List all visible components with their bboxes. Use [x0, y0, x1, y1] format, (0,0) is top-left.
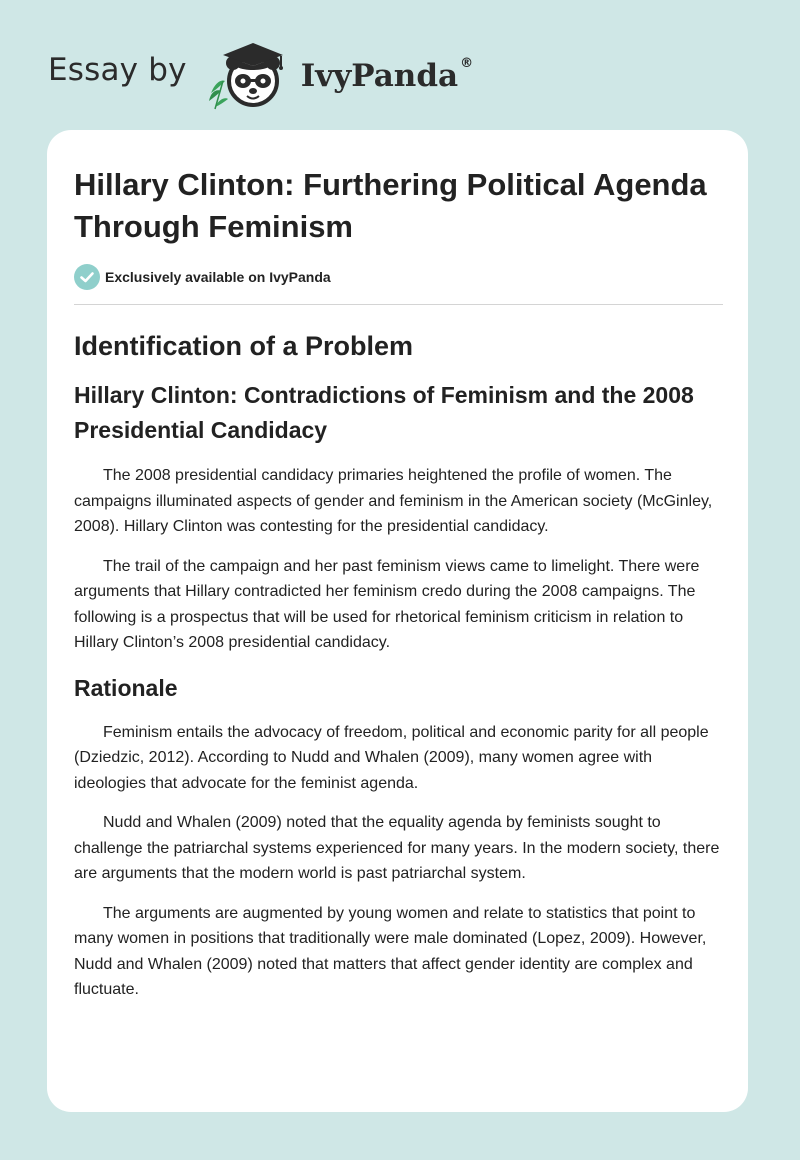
paragraph: The 2008 presidential candidacy primaries heightened the profile of women. The campaigns illuminated aspects of gender and feminism in the American society (McGinley, 2008). Hillary Clinton was contesting for the presidential candidacy.: [74, 467, 713, 535]
panda-graduate-icon[interactable]: [201, 35, 297, 113]
exclusive-badge: [74, 262, 724, 292]
check-circle-icon: [74, 264, 100, 290]
essay-title: Hillary Clinton: Furthering Political Agenda Through Feminism: [74, 167, 707, 244]
registered-mark: ®: [460, 56, 474, 71]
subsection-heading-rationale: Rationale: [74, 674, 178, 701]
site-header: [48, 34, 473, 114]
brand-name[interactable]: IvyPanda: [300, 58, 459, 94]
essay-card: [47, 130, 748, 1112]
essay-by-label: Essay by: [48, 52, 187, 88]
exclusive-badge-text: Exclusively available on IvyPanda: [105, 269, 331, 285]
title-divider: [74, 304, 723, 305]
essay-content: [74, 164, 724, 1003]
subsection-heading-contradictions: Hillary Clinton: Contradictions of Feminism and the 2008 Presidential Candidacy: [74, 382, 694, 443]
section-heading-identification: Identification of a Problem: [74, 331, 414, 361]
paragraph: The trail of the campaign and her past feminism views came to limelight. There were arguments that Hillary contradicted her feminism credo during the 2008 campaigns. The following is a prospectus that will be used for rhetorical feminism criticism in relation to Hillary Clinton’s 2008 presidential candidacy.: [74, 557, 700, 651]
paragraph: Nudd and Whalen (2009) noted that the equality agenda by feminists sought to challenge the patriarchal systems experienced for many years. In the modern society, there are arguments that the modern world is past patriarchal system.: [74, 814, 720, 882]
paragraph: The arguments are augmented by young women and relate to statistics that point to many women in positions that traditionally were male dominated (Lopez, 2009). However, Nudd and Whalen (2009) noted that matters that affect gender identity are complex and fluctuate.: [74, 904, 707, 998]
paragraph: Feminism entails the advocacy of freedom, political and economic parity for all people (Dziedzic, 2012). According to Nudd and Whalen (2009), many women agree with ideologies that advocate for the feminist agenda.: [74, 723, 709, 792]
